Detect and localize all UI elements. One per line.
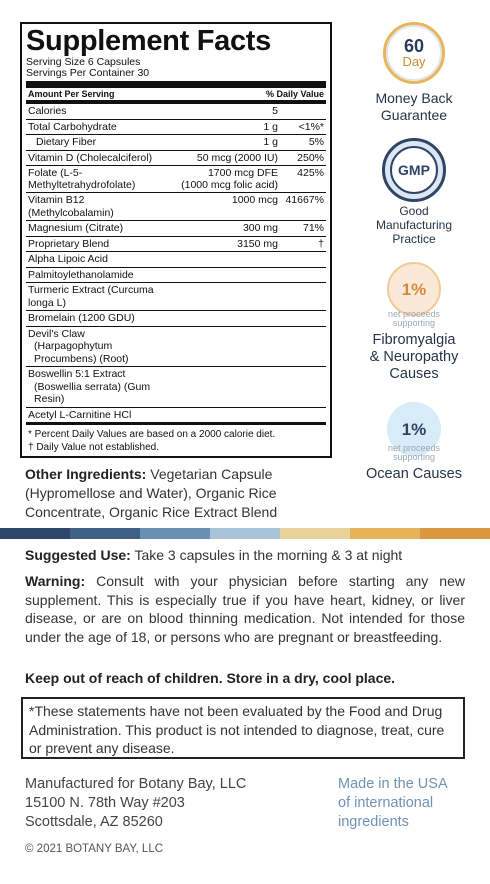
facts-footnotes bbox=[26, 422, 326, 454]
nutrient-amount bbox=[172, 409, 282, 422]
facts-title: Supplement Facts bbox=[26, 25, 271, 57]
nutrient-name: Calories bbox=[28, 105, 67, 117]
footnote-not-established: † Daily Value not established. bbox=[28, 442, 160, 453]
nutrient-amount-value: 1700 mcg DFE bbox=[207, 167, 278, 179]
ocean-label-1: Ocean Causes bbox=[366, 466, 462, 482]
ocean-mini-2: supporting bbox=[392, 452, 436, 462]
gmp-badge bbox=[362, 138, 466, 246]
nutrient-dv bbox=[282, 269, 324, 282]
nutrient-name: Palmitoylethanolamide bbox=[28, 268, 134, 281]
nutrient-dv bbox=[282, 368, 324, 406]
gmp-label-3: Practice bbox=[392, 232, 436, 246]
facts-row bbox=[26, 103, 326, 119]
warning bbox=[25, 572, 465, 646]
manufacturer-line-1: Manufactured for Botany Bay, LLC bbox=[25, 776, 247, 792]
facts-row bbox=[26, 119, 326, 135]
nutrient-dv bbox=[282, 284, 324, 309]
manufacturer-line-3: Scottsdale, AZ 85260 bbox=[25, 814, 163, 830]
nutrient-dv: 41667% bbox=[285, 194, 324, 206]
facts-row bbox=[26, 310, 326, 326]
heart-percent-icon bbox=[387, 262, 441, 316]
nutrient-amount-value: 1000 mcg bbox=[231, 194, 278, 206]
facts-row bbox=[26, 282, 326, 310]
gmp-label-1: Good bbox=[399, 204, 429, 218]
nutrient-amount-value: 50 mcg (2000 IU) bbox=[196, 151, 278, 164]
nutrient-dv bbox=[282, 409, 324, 422]
nutrient-dv bbox=[282, 328, 324, 366]
made-in-line-3: ingredients bbox=[338, 814, 409, 830]
nutrient-dv: 5% bbox=[308, 136, 324, 148]
fibro-mini-1: net proceeds bbox=[387, 309, 441, 319]
nutrient-name: Bromelain (1200 GDU) bbox=[28, 312, 135, 324]
other-ingredients-text: Vegetarian Capsule (Hypromellose and Water), Organic Rice Concentrate, Organic Rice Extract Blend bbox=[25, 466, 278, 520]
money-back-badge bbox=[362, 22, 466, 124]
made-in-usa bbox=[338, 775, 448, 832]
nutrient-dv: 71% bbox=[302, 222, 324, 234]
fibro-label-2: & Neuropathy bbox=[369, 349, 459, 365]
ocean-badge bbox=[352, 402, 476, 483]
stripe-segment bbox=[210, 528, 280, 539]
gmp-text: GMP bbox=[390, 146, 438, 194]
nutrient-dv: <1%* bbox=[298, 120, 324, 133]
nutrient-amount bbox=[172, 222, 282, 235]
nutrient-name-block bbox=[28, 368, 172, 406]
color-stripe bbox=[0, 528, 490, 539]
money-back-number: 60 bbox=[403, 36, 425, 56]
servings-per-container: Servings Per Container 30 bbox=[26, 67, 150, 79]
nutrient-amount bbox=[172, 312, 282, 325]
money-back-label-1: Money Back bbox=[375, 90, 453, 106]
nutrient-amount bbox=[172, 253, 282, 266]
facts-row bbox=[26, 236, 326, 252]
nutrient-dv bbox=[282, 253, 324, 266]
nutrient-name: Acetyl L-Carnitine HCl bbox=[28, 408, 132, 421]
stripe-segment bbox=[280, 528, 350, 539]
nutrient-name-block bbox=[28, 328, 172, 366]
stripe-segment bbox=[350, 528, 420, 539]
keep-out-notice: Keep out of reach of children. Store in a dry, cool place. bbox=[25, 670, 396, 686]
nutrient-subname: (Boswellia serrata) (Gum Resin) bbox=[34, 380, 151, 405]
nutrient-amount bbox=[172, 238, 282, 251]
nutrient-amount bbox=[172, 167, 282, 191]
nutrient-name: Vitamin B12 (Methylcobalamin) bbox=[28, 194, 114, 219]
nutrient-amount-value: 3150 mg bbox=[237, 237, 278, 250]
stripe-segment bbox=[420, 528, 490, 539]
warning-text: Consult with your physician before starting any new supplement. This is especially true if you have heart, kidney, or liver disease, or are on blood thinning medication. Not intended for those under the age of 18, or persons who are pregnant or breastfeeding. bbox=[25, 573, 465, 645]
nutrient-amount-value: 1 g bbox=[263, 136, 278, 148]
nutrient-dv bbox=[282, 312, 324, 325]
money-back-icon bbox=[383, 22, 445, 84]
other-ingredients bbox=[25, 465, 345, 522]
nutrient-name: Dietary Fiber bbox=[36, 136, 97, 148]
money-back-label-2: Guarantee bbox=[380, 107, 448, 123]
nutrient-amount bbox=[172, 284, 282, 309]
manufacturer-line-2: 15100 N. 78th Way #203 bbox=[25, 795, 185, 811]
facts-row bbox=[26, 134, 326, 150]
warning-label: Warning: bbox=[25, 573, 86, 589]
fibromyalgia-badge bbox=[352, 262, 476, 383]
facts-row bbox=[26, 220, 326, 236]
made-in-line-1: Made in the USA bbox=[338, 776, 448, 792]
copyright: © 2021 BOTANY BAY, LLC bbox=[25, 843, 164, 855]
header-dv: % Daily Value bbox=[265, 89, 324, 99]
nutrient-amount bbox=[172, 121, 282, 134]
gmp-label-2: Manufacturing bbox=[375, 218, 453, 232]
footnote-dv: * Percent Daily Values are based on a 2000 calorie diet. bbox=[28, 429, 276, 440]
nutrient-name: Alpha Lipoic Acid bbox=[28, 253, 108, 265]
facts-row bbox=[26, 267, 326, 283]
facts-row bbox=[26, 251, 326, 267]
nutrient-name: Devil's Claw bbox=[28, 327, 85, 340]
manufacturer-info bbox=[25, 775, 246, 832]
header-amount: Amount Per Serving bbox=[28, 89, 115, 99]
nutrient-amount-extra: (1000 mcg folic acid) bbox=[181, 179, 278, 191]
fibro-label-3: Causes bbox=[389, 366, 439, 382]
fda-statement: *These statements have not been evaluated by the Food and Drug Administration. This product is not intended to diagnose, treat, cure or prevent any disease. bbox=[21, 697, 465, 759]
facts-row bbox=[26, 165, 326, 192]
facts-row bbox=[26, 366, 326, 407]
facts-row bbox=[26, 150, 326, 166]
nutrient-name: Total Carbohydrate bbox=[28, 120, 117, 133]
ocean-percent: 1% bbox=[401, 419, 427, 439]
ocean-mini-1: net proceeds bbox=[387, 443, 441, 453]
thick-rule bbox=[26, 81, 326, 88]
nutrient-name: Boswellin 5:1 Extract bbox=[28, 368, 126, 380]
suggested-use-label: Suggested Use: bbox=[25, 547, 131, 563]
nutrient-amount bbox=[172, 368, 282, 406]
serving-size: Serving Size 6 Capsules bbox=[26, 56, 141, 68]
money-back-unit: Day bbox=[402, 54, 426, 69]
stripe-segment bbox=[0, 528, 70, 539]
facts-row bbox=[26, 192, 326, 220]
supplement-facts-panel bbox=[20, 22, 332, 458]
nutrient-amount-value: 300 mg bbox=[242, 222, 278, 234]
nutrient-name: Vitamin D (Cholecalciferol) bbox=[28, 151, 153, 164]
nutrient-amount bbox=[172, 194, 282, 219]
nutrient-dv: 250% bbox=[297, 151, 324, 164]
fibro-percent: 1% bbox=[401, 279, 427, 299]
fibro-mini-2: supporting bbox=[392, 318, 436, 328]
nutrient-name: Proprietary Blend bbox=[28, 237, 110, 250]
nutrient-amount-value: 5 bbox=[272, 105, 278, 117]
stripe-segment bbox=[70, 528, 140, 539]
facts-rows bbox=[26, 103, 326, 422]
facts-header-row bbox=[26, 88, 326, 100]
nutrient-name: Magnesium (Citrate) bbox=[28, 222, 124, 234]
nutrient-dv: † bbox=[318, 237, 324, 250]
suggested-use-text: Take 3 capsules in the morning & 3 at night bbox=[130, 547, 403, 563]
nutrient-amount-value: 1 g bbox=[263, 120, 278, 133]
nutrient-subname: (Harpagophytum Procumbens) (Root) bbox=[34, 340, 129, 365]
stripe-segment bbox=[140, 528, 210, 539]
nutrient-dv bbox=[282, 105, 324, 118]
nutrient-amount bbox=[172, 136, 282, 149]
nutrient-dv: 425% bbox=[297, 167, 324, 179]
other-ingredients-label: Other Ingredients: bbox=[25, 466, 147, 482]
nutrient-amount bbox=[172, 328, 282, 366]
nutrient-amount bbox=[172, 269, 282, 282]
nutrient-amount bbox=[172, 152, 282, 165]
suggested-use bbox=[25, 546, 465, 564]
facts-row bbox=[26, 407, 326, 423]
nutrient-amount bbox=[172, 105, 282, 118]
fibro-label-1: Fibromyalgia bbox=[372, 332, 456, 348]
made-in-line-2: of international bbox=[338, 795, 434, 811]
nutrient-name: Turmeric Extract (Curcuma longa L) bbox=[28, 284, 154, 309]
nutrient-name: Folate (L-5-Methyltetrahydrofolate) bbox=[28, 167, 136, 191]
gmp-icon bbox=[382, 138, 446, 202]
facts-row bbox=[26, 326, 326, 367]
